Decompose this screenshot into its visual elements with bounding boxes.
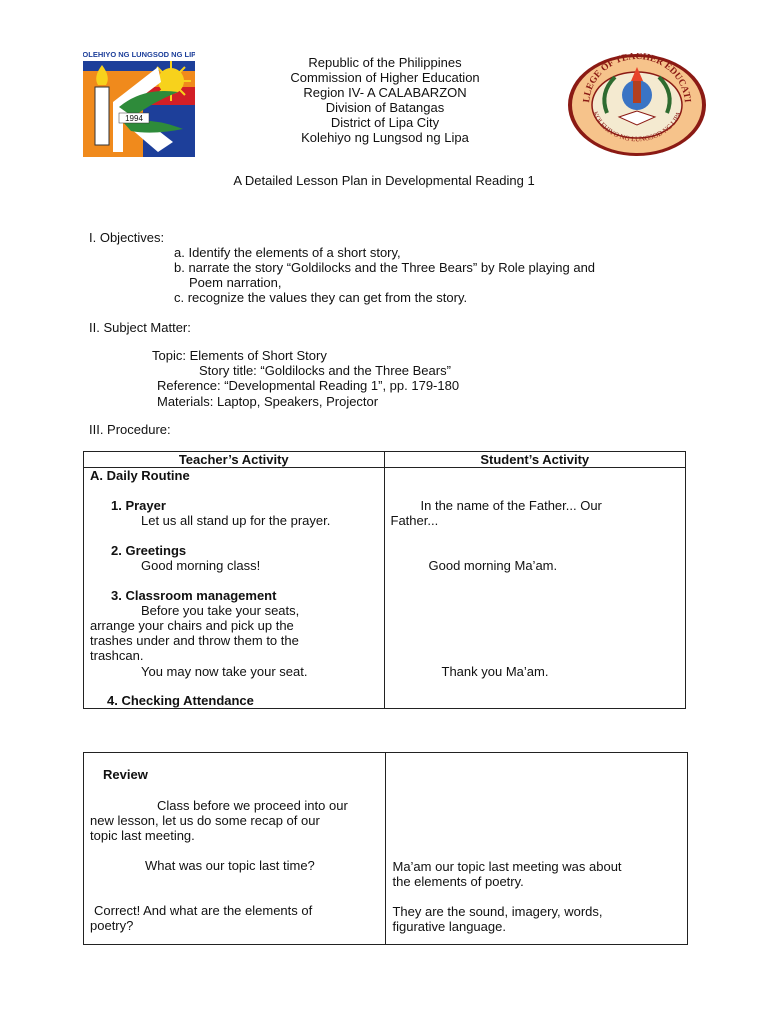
logo-banner-text: KOLEHIYO NG LUNGSOD NG LIPA	[83, 50, 195, 59]
review-answer-1-line: the elements of poetry.	[392, 874, 524, 889]
procedure-heading: III. Procedure:	[89, 422, 171, 437]
review-teacher-cell	[84, 753, 386, 945]
greetings-teacher-text: Good morning class!	[141, 558, 261, 573]
header-line-division: Division of Batangas	[325, 100, 445, 115]
review-intro-line: Class before we proceed into our	[157, 798, 348, 813]
classroom-text-line: trashcan.	[90, 648, 144, 663]
review-answer-1-line: Ma’am our topic last meeting was about	[392, 859, 622, 874]
checking-attendance-heading: 4. Checking Attendance	[107, 693, 254, 708]
kolehiyo-logo	[83, 47, 195, 157]
document-title: A Detailed Lesson Plan in Developmental Reading 1	[233, 173, 535, 188]
teacher-activity-header: Teacher’s Activity	[84, 452, 385, 468]
greetings-student-text: Good morning Ma’am.	[428, 558, 558, 573]
header-line-college: Kolehiyo ng Lungsod ng Lipa	[301, 130, 469, 145]
logo-year-text: 1994	[125, 114, 143, 123]
review-question-2-line: Correct! And what are the elements of	[94, 903, 313, 918]
teacher-activity-cell	[84, 468, 385, 709]
kolehiyo-logo-graphic	[83, 47, 195, 157]
subject-reference: Reference: “Developmental Reading 1”, pp. 179-180	[157, 378, 460, 393]
header-line-district: District of Lipa City	[330, 115, 440, 130]
review-answer-2-line: figurative language.	[392, 919, 506, 934]
daily-routine-heading: A. Daily Routine	[90, 468, 190, 483]
classroom-management-heading: 3. Classroom management	[111, 588, 277, 603]
header-line-region: Region IV- A CALABARZON	[303, 85, 467, 100]
college-of-teacher-education-seal	[567, 53, 707, 157]
prayer-student-text-continued: Father...	[390, 513, 439, 528]
student-activity-header: Student’s Activity	[384, 452, 686, 468]
review-question-1: What was our topic last time?	[145, 858, 315, 873]
review-intro-line: new lesson, let us do some recap of our	[90, 813, 320, 828]
subject-materials: Materials: Laptop, Speakers, Projector	[157, 394, 379, 409]
classroom-text-line: arrange your chairs and pick up the	[90, 618, 294, 633]
header-line-commission: Commission of Higher Education	[290, 70, 480, 85]
objective-item: b. narrate the story “Goldilocks and the Three Bears” by Role playing and	[174, 260, 596, 275]
review-answer-2-line: They are the sound, imagery, words,	[392, 904, 603, 919]
institution-header	[230, 55, 540, 145]
objectives-heading: I. Objectives:	[89, 230, 165, 245]
subject-matter-heading: II. Subject Matter:	[89, 320, 191, 335]
cte-seal-graphic	[567, 53, 707, 157]
greetings-heading: 2. Greetings	[111, 543, 187, 558]
prayer-heading: 1. Prayer	[111, 498, 166, 513]
review-intro-line: topic last meeting.	[90, 828, 195, 843]
objective-item: a. Identify the elements of a short story,	[174, 245, 401, 260]
seal-ring-bottom-text: KOLEHIYO NG LUNGSOD NG LIPA	[590, 110, 684, 144]
review-student-cell	[386, 753, 688, 945]
seat-student-text: Thank you Ma’am.	[441, 664, 549, 679]
classroom-text-line: trashes under and throw them to the	[90, 633, 299, 648]
prayer-student-text: In the name of the Father... Our	[420, 498, 602, 513]
classroom-text-line: Before you take your seats,	[141, 603, 300, 618]
seal-ring-top-text: LLEGE OF TEACHER EDUCATI	[581, 53, 692, 104]
subject-topic: Topic: Elements of Short Story	[152, 348, 327, 363]
seat-teacher-text: You may now take your seat.	[141, 664, 308, 679]
review-question-2-line: poetry?	[90, 918, 134, 933]
review-table	[83, 752, 688, 945]
review-heading: Review	[103, 767, 148, 782]
student-activity-cell	[384, 468, 686, 709]
objective-item-continuation: Poem narration,	[189, 275, 282, 290]
objective-item: c. recognize the values they can get from the story.	[174, 290, 468, 305]
subject-story-title: Story title: “Goldilocks and the Three Bears”	[199, 363, 451, 378]
header-line-republic: Republic of the Philippines	[308, 55, 462, 70]
procedure-table	[83, 451, 686, 709]
prayer-teacher-text: Let us all stand up for the prayer.	[141, 513, 331, 528]
